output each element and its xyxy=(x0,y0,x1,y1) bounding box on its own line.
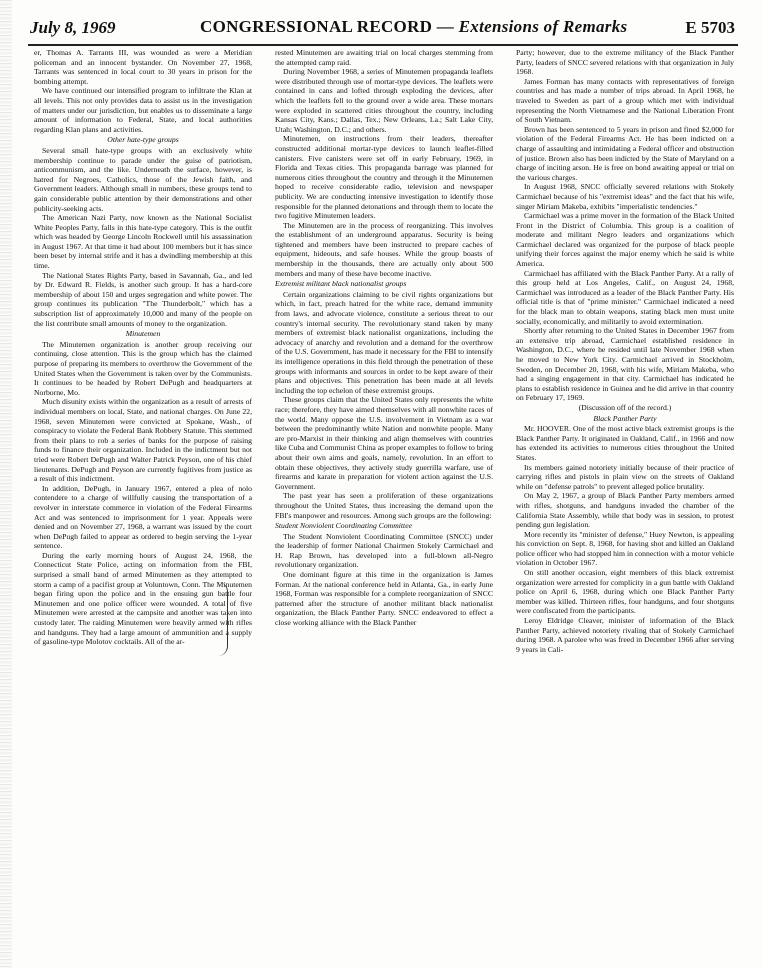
section-heading: Student Nonviolent Coordinating Committee xyxy=(275,521,413,531)
paragraph: Much disunity exists within the organization as a result of arrests of individual members on local, State, and national charges. On June 22, 1968, seven Minutemen were convicted at Spokane, Wash., of conspiracy to violate the Federal Bank Robbery Statute. This stemmed from their plans to rob a series of banks for the purpose of raising funds to finance their organization. Included in the indictment but not tried were Robert DePugh and Walter Patrick Peyson, one of his chief lieutenants. DePugh and Peyson are currently fugitives from justice as a result of this indictment. xyxy=(34,397,252,484)
paragraph: During the early morning hours of August 24, 1968, the Connecticut State Police, acting on information from the FBI, surprised a small band of armed Minutemen as they attempted to storm a camp of a pacifist group at Voluntown, Conn. The Minutemen began firing upon the police and in the ensuing gun battle four Minutemen and one police officer were wounded. A total of five Minutemen were arrested at the campsite and another was taken into custody later. The raiding Minutemen were heavily armed with rifles and handguns. They had a large amount of ammunition and a supply of gasoline-type Molotov cocktails. All of the ar- xyxy=(34,550,252,647)
section-heading: Extremist militant black nationalist groups xyxy=(275,279,407,289)
paragraph: er, Thomas A. Tarrants III, was wounded as were a Meridian policeman and an innocent bystander. On November 27, 1968, Tarrants was sentenced in local court to 30 years in prison for the bombing attempt. xyxy=(34,48,252,86)
paragraph: The Minutemen organization is another group receiving our continuing, close attention. This is the group which has the claimed purpose of preparing its members to overthrow the Government of the United States when the Government is taken over by the Communists. It continues to be headed by Robert DePugh and headquarters at Norborne, Mo. xyxy=(34,339,252,397)
paragraph: On May 2, 1967, a group of Black Panther Party members armed with rifles, shotguns, and handguns invaded the chamber of the California State Assembly, while that body was in session, to protest pending gun legislation. xyxy=(516,491,734,530)
paragraph: These groups claim that the United States only represents the white race; therefore, they have aimed themselves with all nonwhite races of the world. Many oppose the U.S. involvement in Vietnam as a war between the predominantly white Nation and nonwhite people. Many are pro-Marxist in their thinking and align themselves with countries like Cuba and Communist China as proper examples to follow to bring about their own aims and goals, namely, revolution. In an effort to obtain these objectives, they actively study guerrilla warfare, use of firearms and karate in preparation for violent action against the U.S. Government. xyxy=(275,395,493,491)
paragraph: Leroy Eldridge Cleaver, minister of information of the Black Panther Party, achieved notoriety rivaling that of Stokely Carmichael during 1968. A parolee who was freed in December 1966 after serving 9 years in Cali- xyxy=(516,616,734,654)
paragraph: The Student Nonviolent Coordinating Committee (SNCC) under the leadership of former National Chairmen Stokely Carmichael and H. Rap Brown, has developed into a full-blown all-Negro revolutionary organization. xyxy=(275,531,493,570)
header-title-main: CONGRESSIONAL RECORD — xyxy=(200,17,459,36)
section-heading: Minutemen xyxy=(125,329,161,339)
column-1 xyxy=(34,48,252,963)
paragraph: Several small hate-type groups with an exclusively white membership continue to parade under the guise of patriotism, anticommunism, and the like. Underneath the surface, however, is hatred for Negroes, Catholics, those of the Jewish faith, and Government leaders. Although small in numbers, these groups tend to gain considerable public attention by their demonstrations and other publicity-seeking acts. xyxy=(34,145,252,213)
paragraph: One dominant figure at this time in the organization is James Forman. At the national conference held in Atlanta, Ga., in early June 1968, Forman was responsible for a complete reorganization of SNCC patterned after the structure of another militant black nationalist organization, the Black Panther Party. SNCC endeavored to effect a close working alliance with the Black Panther xyxy=(275,570,493,628)
paragraph: Mr. HOOVER. One of the most active black extremist groups is the Black Panther Party. It originated in Oakland, Calif., in 1966 and now has extended its activities to numerous cities throughout the United States. xyxy=(516,424,734,462)
paragraph: On still another occasion, eight members of this black extremist organization were arrested for complicity in a gun battle with Oakland police on April 6, 1968, during which one Black Panther Party member was killed. Thirteen rifles, four handguns, and four shotguns were confiscated from the participants. xyxy=(516,568,734,616)
paragraph: In addition, DePugh, in January 1967, entered a plea of nolo contendere to a charge of willfully causing the transportation of a revolver in interstate commerce in violation of the Federal Firearms Act and was sentenced to imprisonment for 1 year. Appeals were denied and on November 27, 1968, a warrant was issued by the court when DePugh failed to appear as ordered to begin serving the 1-year sentence. xyxy=(34,483,252,551)
paragraph: In August 1968, SNCC officially severed relations with Stokely Carmichael because of his "extremist ideas" and the fact that his wife, singer Miriam Makeba, exhibits "imperialistic tendencies." xyxy=(516,182,734,211)
paragraph: Shortly after returning to the United States in December 1967 from an extensive trip abroad, Carmichael established residence in Washington, D.C., where he resided until late November 1968 when he moved to New York City. Carmichael arrived in Stockholm, Sweden, on December 20, 1968, with his wife, Miriam Makeba, who had a singing engagement in that city. Carmichael has indicated he plans to establish residence in Guinea and he did arrive in that country on February 17, 1969. xyxy=(516,326,734,403)
paragraph: rested Minutemen are awaiting trial on local charges stemming from the attempted camp raid. xyxy=(275,48,493,67)
paragraph: (Discussion off of the record.) xyxy=(578,402,672,412)
paragraph: During November 1968, a series of Minutemen propaganda leaflets were distributed through use of mortar-type devices. The leaflets were contained in cans and lofted through exploding the devices, after which the leaflets fell to the ground over a wide area. These mortars were exploded in scattered cities throughout the country, including Kansas City, Kans.; Dallas, Tex.; New Orleans, La.; Salt Lake City, Utah; Washington, D.C.; and others. xyxy=(275,67,493,134)
section-heading: Black Panther Party xyxy=(593,413,657,423)
header-page-number: E 5703 xyxy=(685,18,735,37)
header-rule xyxy=(28,44,738,46)
paragraph: Carmichael was a prime mover in the formation of the Black United Front in the District of Columbia. This group is a coalition of moderate and militant Negro leaders and organizations which Carmichael declared was organized for the purpose of black people unifying their forces against the major enemy which he said is white America. xyxy=(516,211,734,269)
paragraph: The National States Rights Party, based in Savannah, Ga., and led by Dr. Edward R. Fields, is another such group. It has a hard-core membership of about 150 and urges segregation and white power. The group continues its publication "The Thunderbolt," which has a subscription list of approximately 10,000 and many of the people on the list contribute small amounts of money to the organization. xyxy=(34,270,252,328)
paragraph: The American Nazi Party, now known as the National Socialist White Peoples Party, falls in this hate-type category. This is the outfit which was headed by George Lincoln Rockwell until his assassination in August 1967. At that time it had about 100 members but it has since been beset by internal strife and it has a dwindling membership at this time. xyxy=(34,213,252,271)
margin-mark xyxy=(215,582,228,656)
paragraph: The Minutemen are in the process of reorganizing. This involves the establishment of an underground apparatus. Security is being tightened and members have been instructed to prepare caches of equipment, hideouts, and safe houses. While the group boasts of membership in the thousands, there are actually only about 500 members and many of these have become inactive. xyxy=(275,220,493,278)
paragraph: Minutemen, on instructions from their leaders, thereafter constructed additional mortar-type devices to launch leaflet-filled canisters. Five canisters were set off in early February, 1969, in Florida and Texas cities. This propaganda barrage was planned for numerous cities throughout the country and through it the Minutemen hoped to receive considerable radio, television and newspaper publicity. We are conducting intensive investigation to identify those responsible for the planned detonations and through them to locate the two fugitive Minutemen leaders. xyxy=(275,134,493,221)
paragraph: Brown has been sentenced to 5 years in prison and fined $2,000 for violation of the Federal Firearms Act. He has been indicted on a charge of assaulting and intimidating a Federal officer and obstruction of justice. Brown also has been indicted by the State of Maryland on a charge of inciting arson. He is free on bond awaiting appeal or trial on the various charges. xyxy=(516,124,734,182)
binding-edge xyxy=(0,0,12,968)
column-2 xyxy=(275,48,493,963)
column-3 xyxy=(516,48,734,963)
paragraph: Carmichael has affiliated with the Black Panther Party. At a rally of this group held at Los Angeles, Calif., on August 24, 1968, Carmichael was introduced as a leader of the Black Panther Party. His official title is that of "prime minister." Carmichael indicated a need for the black man to obtain weapons, stating black men must unite socially, economically, and militarily to avoid extermination. xyxy=(516,268,734,326)
paragraph: We have continued our intensified program to infiltrate the Klan at all levels. This not only provides data to assist us in the investigation of matters under our jurisdiction, but enables us to disseminate a large amount of information to Federal, State, and local authorities regarding Klan plans and activities. xyxy=(34,86,252,134)
paragraph: James Forman has many contacts with representatives of foreign countries and has made a number of trips abroad. In April 1968, he traveled to Sweden as part of a group which met with individual representing the North Vietnamese and the National Liberation Front of South Vietnam. xyxy=(516,76,734,125)
page-header xyxy=(30,14,735,42)
paragraph: Party; however, due to the extreme militancy of the Black Panther Party, leaders of SNCC severed relations with that organization in July 1968. xyxy=(516,48,734,77)
paragraph: The past year has seen a proliferation of these organizations throughout the United States, thus increasing the demand upon the FBI's manpower and resources. Among such groups are the following: xyxy=(275,491,493,520)
header-subtitle: Extensions of Remarks xyxy=(458,17,628,36)
paragraph: More recently its "minister of defense," Huey Newton, is appealing his conviction on Sept. 8, 1968, for having shot and killed an Oakland police officer who had stopped him in connection with a motor vehicle violation in October 1967. xyxy=(516,529,734,568)
header-date: July 8, 1969 xyxy=(30,18,116,37)
header-title xyxy=(200,17,627,37)
section-heading: Other hate-type groups xyxy=(107,135,179,145)
paragraph: Its members gained notoriety initially because of their practice of carrying rifles and pistols in plain view on the streets of Oakland while on "defense patrols" to prevent alleged police brutality. xyxy=(516,462,734,491)
paragraph: Certain organizations claiming to be civil rights organizations but which, in fact, preach hatred for the white race, demand immunity from laws, and advocate violence, constitute a serious threat to our country's internal security. The revolutionary stand taken by many members of extremist black nationalist organizations, including the advocacy of anarchy and revolution and a demand for the overthrow of the U.S. Government, has made it necessary for the FBI to intensify its intelligence operations in this field through the penetration of these groups with informants and sources in order to be kept aware of their plans and objectives. This penetration has been made at all levels including the top echelon of these extremist groups. xyxy=(275,289,493,395)
